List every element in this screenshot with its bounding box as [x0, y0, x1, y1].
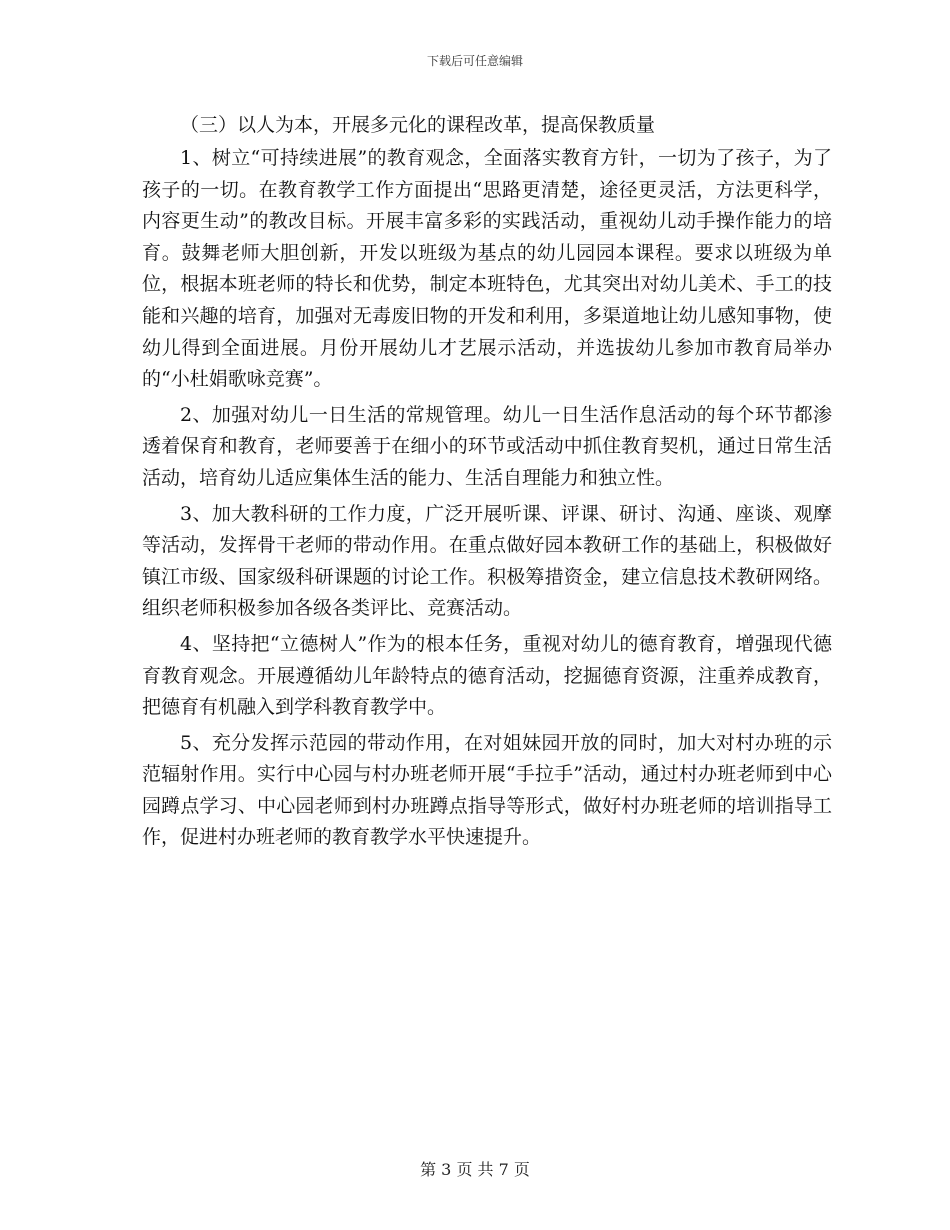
page-header: 下载后可任意编辑	[426, 54, 523, 68]
document-body	[142, 110, 832, 858]
paragraph-1: 1、树立“可持续进展”的教育观念，全面落实教育方针，一切为了孩子，为了孩子的一切。在教育教学工作方面提出“思路更清楚，途径更灵活，方法更科学，内容更生动”的教改目标。开展丰富多彩的实践活动，重视幼儿动手操作能力的培育。鼓舞老师大胆创新，开发以班级为基点的幼儿园园本课程。要求以班级为单位，根据本班老师的特长和优势，制定本班特色，尤其突出对幼儿美术、手工的技能和兴趣的培育，加强对无毒废旧物的开发和利用，多渠道地让幼儿感知事物，使幼儿得到全面进展。月份开展幼儿才艺展示活动，并选拔幼儿参加市教育局举办的“小杜娟歌咏竞赛”。	[142, 147, 832, 391]
paragraph-5: 5、充分发挥示范园的带动作用，在对姐妹园开放的同时，加大对村办班的示范辐射作用。实行中心园与村办班老师开展“手拉手”活动，通过村办班老师到中心园蹲点学习、中心园老师到村办班蹲点指导等形式，做好村办班老师的培训指导工作，促进村办班老师的教育教学水平快速提升。	[142, 731, 832, 849]
paragraph-4: 4、坚持把“立德树人”作为的根本任务，重视对幼儿的德育教育，增强现代德育教育观念。开展遵循幼儿年龄特点的德育活动，挖掘德育资源，注重养成教育，把德育有机融入到学科教育教学中。	[142, 632, 832, 719]
page-footer: 第 3 页 共 7 页	[420, 1160, 530, 1179]
paragraph-2: 2、加强对幼儿一日生活的常规管理。幼儿一日生活作息活动的每个环节都渗透着保育和教育，老师要善于在细小的环节或活动中抓住教育契机，通过日常生活活动，培育幼儿适应集体生活的能力、生活自理能力和独立性。	[142, 403, 832, 489]
section-heading: （三）以人为本，开展多元化的课程改革，提高保教质量	[180, 114, 656, 136]
paragraph-3: 3、加大教科研的工作力度，广泛开展听课、评课、研讨、沟通、座谈、观摩等活动，发挥骨干老师的带动作用。在重点做好园本教研工作的基础上，积极做好镇江市级、国家级科研课题的讨论工作。积极筹措资金，建立信息技术教研网络。组织老师积极参加各级各类评比、竞赛活动。	[142, 502, 832, 620]
